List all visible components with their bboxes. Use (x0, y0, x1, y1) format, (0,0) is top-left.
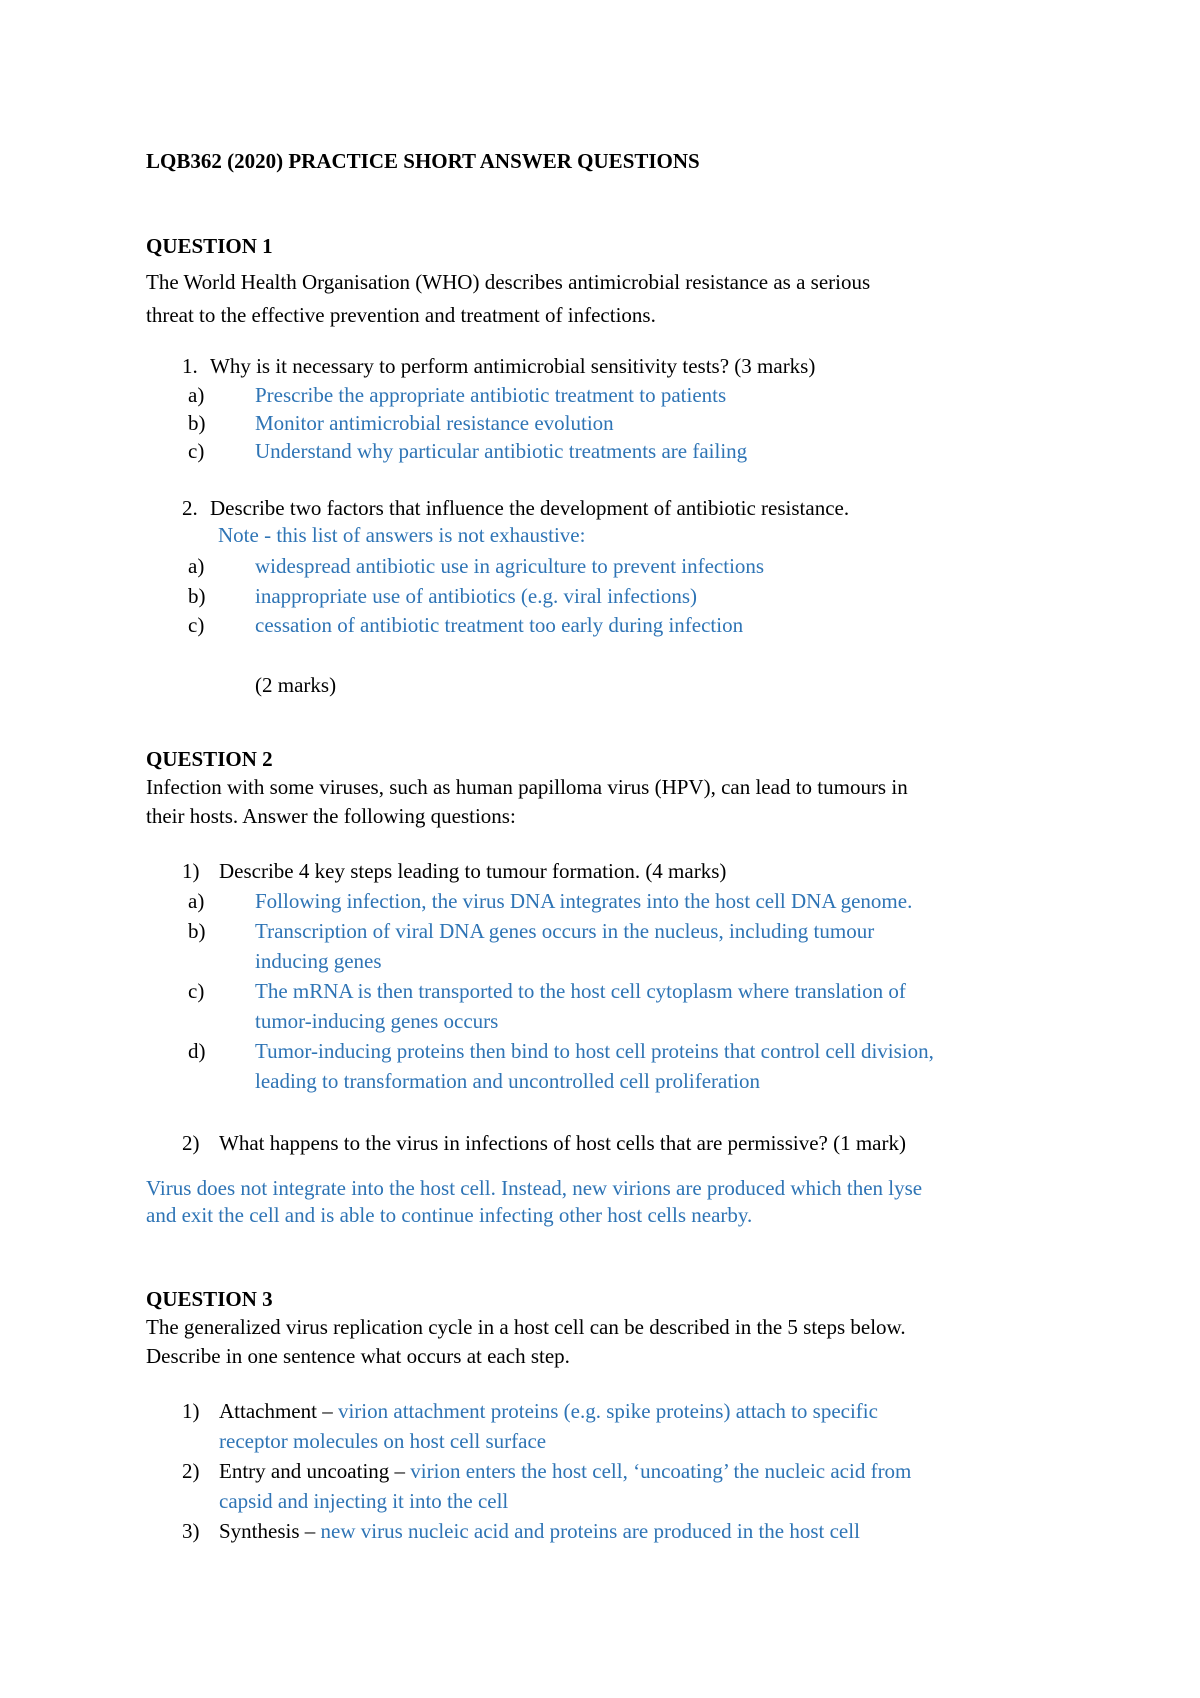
q1-p1-answer-a: Prescribe the appropriate antibiotic treatment to patients (255, 383, 727, 407)
q1-part-2-question: Describe two factors that influence the development of antibiotic resistance. (210, 496, 850, 520)
question-2-intro-line-1: Infection with some viruses, such as human papilloma virus (HPV), can lead to tumours in (146, 775, 908, 799)
q2-part-2-number: 2) (182, 1131, 200, 1155)
question-1-intro-line-1: The World Health Organisation (WHO) describes antimicrobial resistance as a serious (146, 270, 871, 294)
q1-part-1-question: Why is it necessary to perform antimicrobial sensitivity tests? (3 marks) (210, 354, 816, 378)
q3-step-3-line-1 (219, 1521, 860, 1542)
q1-p2-answer-a: widespread antibiotic use in agriculture to prevent infections (255, 554, 765, 578)
question-1-heading: QUESTION 1 (146, 234, 273, 258)
document-title: LQB362 (2020) PRACTICE SHORT ANSWER QUESTIONS (146, 149, 700, 173)
q1-p1-answer-c-label: c) (188, 439, 205, 463)
q2-p1-answer-d-line-2: leading to transformation and uncontrolled cell proliferation (255, 1069, 761, 1093)
q3-step-1-line-1 (219, 1401, 878, 1422)
q2-p1-answer-b-line-1: Transcription of viral DNA genes occurs in the nucleus, including tumour (255, 919, 875, 943)
q3-step-1-term: Attachment – (219, 1399, 338, 1423)
q1-part-2-number: 2. (182, 496, 198, 520)
q2-p2-answer-line-1: Virus does not integrate into the host cell. Instead, new virions are produced which then lyse (146, 1176, 923, 1200)
q3-step-1-line-2: receptor molecules on host cell surface (219, 1429, 547, 1453)
q2-p1-answer-a-label: a) (188, 889, 205, 913)
q1-p1-answer-a-label: a) (188, 383, 205, 407)
question-3-heading: QUESTION 3 (146, 1287, 273, 1311)
q1-part-1-number: 1. (182, 354, 198, 378)
q2-p1-answer-b-line-2: inducing genes (255, 949, 382, 973)
q2-p1-answer-c-label: c) (188, 979, 205, 1003)
q3-step-3-answer: new virus nucleic acid and proteins are produced in the host cell (320, 1519, 860, 1543)
q3-step-1-number: 1) (182, 1399, 200, 1423)
q3-step-2-number: 2) (182, 1459, 200, 1483)
q2-p1-answer-d-line-1: Tumor-inducing proteins then bind to host cell proteins that control cell division, (255, 1039, 934, 1063)
question-2-intro-line-2: their hosts. Answer the following questions: (146, 804, 516, 828)
q3-step-2-answer: virion enters the host cell, ‘uncoating’ the nucleic acid from (410, 1459, 912, 1483)
q3-step-1-answer: virion attachment proteins (e.g. spike proteins) attach to specific (337, 1399, 878, 1423)
q2-p1-answer-a: Following infection, the virus DNA integrates into the host cell DNA genome. (255, 889, 913, 913)
q3-step-3-term: Synthesis – (219, 1519, 321, 1543)
q2-part-1-number: 1) (182, 859, 200, 883)
q2-p2-answer-line-2: and exit the cell and is able to continue infecting other host cells nearby. (146, 1203, 753, 1227)
q1-p2-answer-c: cessation of antibiotic treatment too early during infection (255, 613, 744, 637)
q3-step-2-line-1 (219, 1461, 911, 1482)
q1-p2-note: Note - this list of answers is not exhaustive: (218, 523, 586, 547)
q2-p1-answer-c-line-1: The mRNA is then transported to the host cell cytoplasm where translation of (255, 979, 906, 1003)
q3-step-3-number: 3) (182, 1519, 200, 1543)
q1-p1-answer-c: Understand why particular antibiotic treatments are failing (255, 439, 748, 463)
q1-p2-marks: (2 marks) (255, 673, 337, 697)
q1-p2-answer-c-label: c) (188, 613, 205, 637)
q2-part-1-question: Describe 4 key steps leading to tumour formation. (4 marks) (219, 859, 727, 883)
q2-p1-answer-d-label: d) (188, 1039, 206, 1063)
q2-part-2-question: What happens to the virus in infections of host cells that are permissive? (1 mark) (219, 1131, 906, 1155)
q1-p2-answer-a-label: a) (188, 554, 205, 578)
question-2-heading: QUESTION 2 (146, 747, 273, 771)
q1-p2-answer-b-label: b) (188, 584, 206, 608)
question-3-intro-line-2: Describe in one sentence what occurs at each step. (146, 1344, 570, 1368)
q3-step-2-term: Entry and uncoating – (219, 1459, 411, 1483)
q1-p2-answer-b: inappropriate use of antibiotics (e.g. viral infections) (255, 584, 698, 608)
question-1-intro-line-2: threat to the effective prevention and treatment of infections. (146, 303, 656, 327)
q1-p1-answer-b: Monitor antimicrobial resistance evolution (255, 411, 614, 435)
q1-p1-answer-b-label: b) (188, 411, 206, 435)
q3-step-2-line-2: capsid and injecting it into the cell (219, 1489, 509, 1513)
q2-p1-answer-b-label: b) (188, 919, 206, 943)
question-3-intro-line-1: The generalized virus replication cycle in a host cell can be described in the 5 steps below. (146, 1315, 906, 1339)
q2-p1-answer-c-line-2: tumor-inducing genes occurs (255, 1009, 499, 1033)
